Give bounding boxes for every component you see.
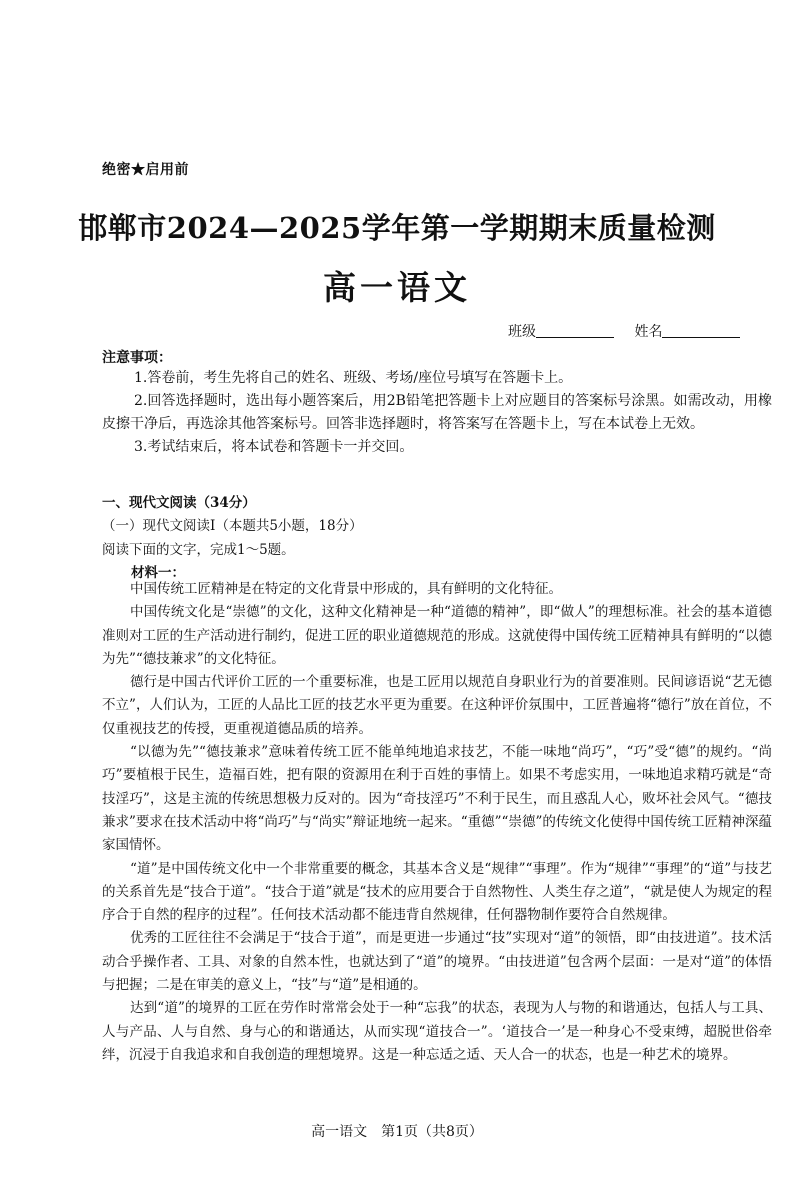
note-item: 3.考试结束后，将本试卷和答题卡一并交回。	[134, 439, 414, 455]
subsection-title: （一）现代文阅读Ⅰ（本题共5小题，18分）	[102, 518, 363, 534]
material-label: 材料一：	[131, 565, 185, 581]
reading-passage	[102, 578, 772, 1067]
section-title: 一、现代文阅读（34分）	[102, 495, 256, 511]
exam-title: 邯郸市2024—2025学年第一学期期末质量检测	[78, 211, 716, 245]
notes-list	[102, 367, 772, 459]
student-info-fields	[508, 321, 740, 341]
note-item: 1.答卷前，考生先将自己的姓名、班级、考场/座位号填写在答题卡上。	[134, 370, 573, 386]
name-field-line	[662, 323, 740, 338]
note-item: 2.回答选择题时，选出每小题答案后，用2B铅笔把答题卡上对应题目的答案标号涂黑。如需改动，用橡皮擦干净后，再选涂其他答案标号。回答非选择题时，将答案写在答题卡上，写在本试卷上无效。	[102, 393, 772, 432]
passage-paragraph: 德行是中国古代评价工匠的一个重要标准，也是工匠用以规范自身职业行为的首要准则。民间谚语说“艺无德不立”，人们认为，工匠的人品比工匠的技艺水平更为重要。在这种评价氛围中，工匠普遍将“德行”放在首位，不仅重视技艺的传授，更重视道德品质的培养。	[102, 674, 772, 737]
page-footer: 高一语文 第1页（共8页）	[311, 1124, 483, 1140]
passage-paragraph: 优秀的工匠往往不会满足于“技合于道”，而是更进一步通过“技”实现对“道”的领悟，即“由技进道”。技术活动合乎操作者、工具、对象的自然本性，也就达到了“道”的境界。“由技进道”包含两个层面：一是对“道”的体悟与把握；二是在审美的意义上，“技”与“道”是相通的。	[102, 930, 772, 994]
name-label: 姓名	[634, 324, 663, 340]
passage-paragraph: 中国传统工匠精神是在特定的文化背景中形成的，具有鲜明的文化特征。	[130, 581, 562, 597]
notes-heading: 注意事项：	[102, 350, 172, 366]
class-label: 班级	[508, 324, 536, 340]
passage-paragraph: 达到“道”的境界的工匠在劳作时常常会处于一种“忘我”的状态，表现为人与物的和谐通达，包括人与工具、人与产品、人与自然、身与心的和谐通达，从而实现“道技合一”。‘道技合一’是一种身心不受束缚，超脱世俗牵绊，沉浸于自我追求和自我创造的理想境界。这是一种忘适之适、天人合一的状态，也是一种艺术的境界。	[102, 1000, 772, 1063]
passage-paragraph: “以德为先”“德技兼求”意味着传统工匠不能单纯地追求技艺，不能一味地“尚巧”，“巧”受“德”的规约。“尚巧”要植根于民生，造福百姓，把有限的资源用在利于百姓的事情上。如果不考虑实用，一味地追求精巧就是“奇技淫巧”，这是主流的传统思想极力反对的。因为“奇技淫巧”不利于民生，而且惑乱人心，败坏社会风气。“德技兼求”要求在技术活动中将“尚巧”与“尚实”辩证地统一起来。“重德”“崇德”的传统文化使得中国传统工匠精神深蕴家国情怀。	[102, 744, 772, 854]
passage-paragraph: 中国传统文化是“崇德”的文化，这种文化精神是一种“道德的精神”，即“做人”的理想标准。社会的基本道德准则对工匠的生产活动进行制约，促进工匠的职业道德规范的形成。这就使得中国传统工匠精神具有鲜明的“以德为先”“德技兼求”的文化特征。	[102, 604, 772, 667]
confidential-label: 绝密★启用前	[102, 162, 189, 178]
reading-instruction: 阅读下面的文字，完成1～5题。	[102, 542, 295, 558]
class-field-line	[536, 323, 614, 338]
subject-title: 高一语文	[323, 268, 471, 307]
passage-paragraph: “道”是中国传统文化中一个非常重要的概念，其基本含义是“规律”“事理”。作为“规律”“事理”的“道”与技艺的关系首先是“技合于道”。“技合于道”就是“技术的应用要合于自然物性、人类生存之道”，“就是使人为规定的程序合于自然的程序的过程”。任何技术活动都不能违背自然规律，任何器物制作要符合自然规律。	[102, 860, 772, 924]
